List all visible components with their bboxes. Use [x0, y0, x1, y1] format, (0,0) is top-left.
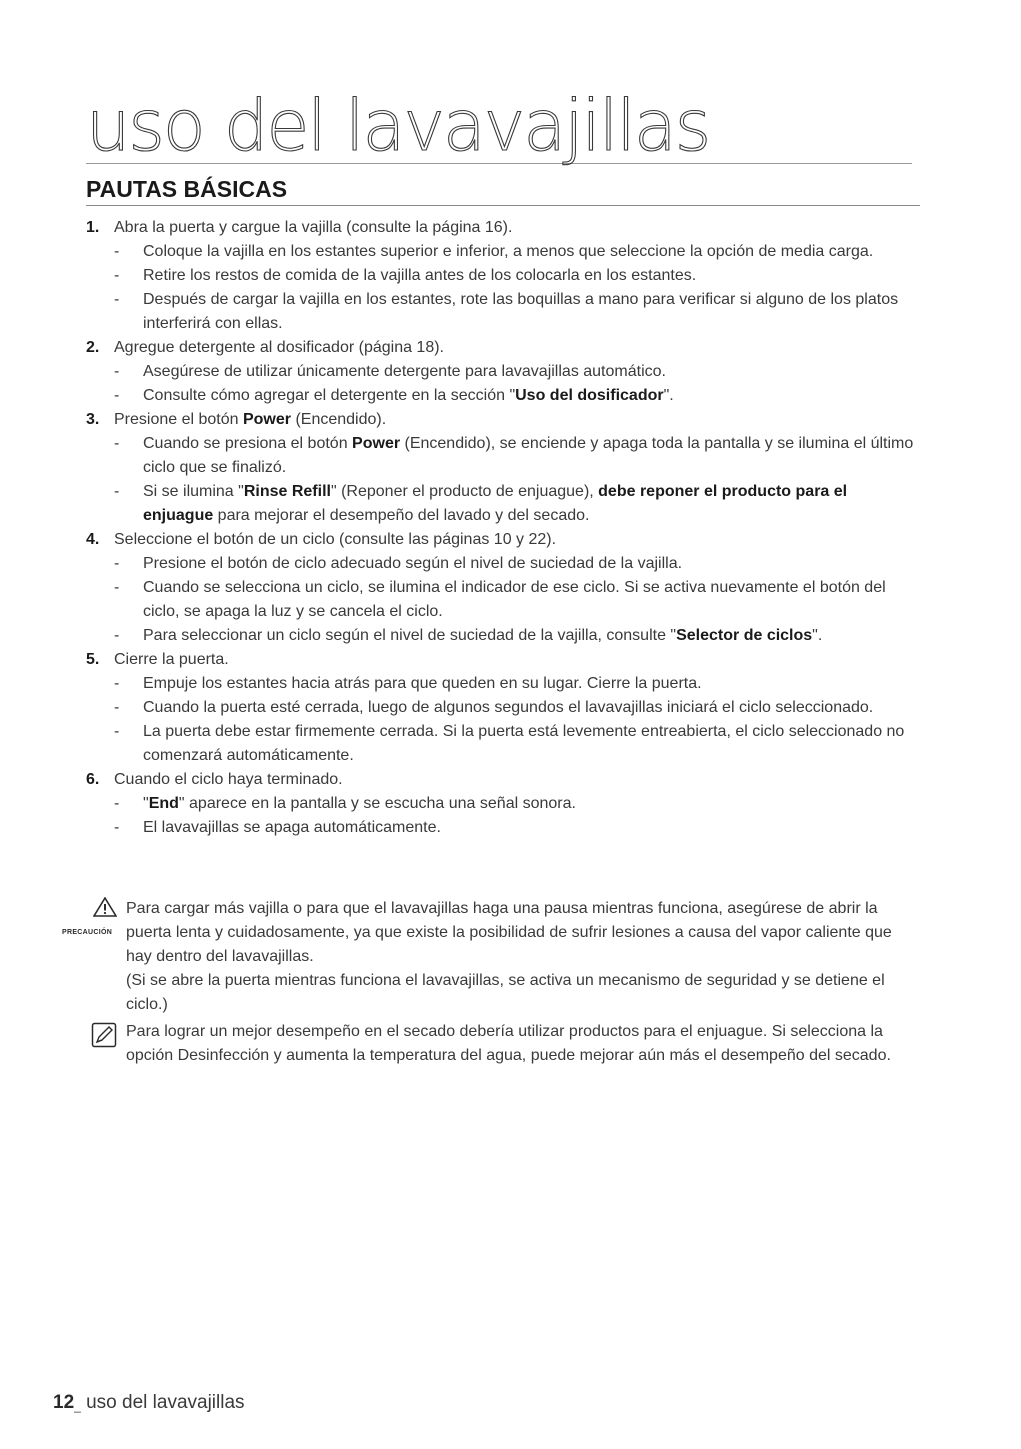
step-number: 6.	[86, 771, 100, 788]
step-3: 3. Presione el botón Power (Encendido). - Cuando se presiona el botón Power (Encendido), se enciende y apaga toda la pantalla y se ilumina el último ciclo que se finalizó. - Si se ilumina "Rinse Refill" (Reponer el producto de enjuague), debe reponer el producto para el enjuague para mejorar el desempeño del lavado y del secado.	[86, 408, 916, 528]
step-1	[86, 216, 916, 336]
sub-item: - Consulte cómo agregar el detergente en la sección "Uso del dosificador".	[114, 387, 674, 404]
step-2	[86, 336, 916, 408]
sub-item: - La puerta debe estar firmemente cerrada. Si la puerta está levemente entreabierta, el ciclo seleccionado no comenzará automáticamente.	[114, 723, 905, 764]
note-icon	[91, 1022, 117, 1056]
sub-item: - Cuando se selecciona un ciclo, se ilumina el indicador de ese ciclo. Si se activa nuevamente el botón del ciclo, se apaga la luz y se cancela el ciclo.	[114, 579, 886, 620]
sub-item: - Después de cargar la vajilla en los estantes, rote las boquillas a mano para verificar si alguno de los platos interferirá con ellas.	[114, 291, 899, 332]
warning-icon	[62, 897, 122, 936]
step-text: Seleccione el botón de un ciclo (consulte las páginas 10 y 22).	[114, 531, 557, 548]
sub-item: - Para seleccionar un ciclo según el nivel de suciedad de la vajilla, consulte "Selector de ciclos".	[114, 627, 823, 644]
step-number: 4.	[86, 531, 100, 548]
sub-item: - Presione el botón de ciclo adecuado según el nivel de suciedad de la vajilla.	[114, 555, 683, 572]
step-number: 5.	[86, 651, 100, 668]
sub-item: - Si se ilumina "Rinse Refill" (Reponer el producto de enjuague), debe reponer el producto para el enjuague para mejorar el desempeño del lavado y del secado.	[114, 483, 848, 524]
sub-item: - Retire los restos de comida de la vajilla antes de los colocarla en los estantes.	[114, 267, 697, 284]
sub-item: - Cuando la puerta esté cerrada, luego de algunos segundos el lavavajillas iniciará el ciclo seleccionado.	[114, 699, 874, 716]
step-text: Cuando el ciclo haya terminado.	[114, 771, 343, 788]
step-4	[86, 528, 916, 648]
section-title	[86, 168, 920, 206]
sub-item: - "End" aparece en la pantalla y se escucha una señal sonora.	[114, 795, 576, 812]
step-6	[86, 768, 916, 840]
sub-item: - Empuje los estantes hacia atrás para que queden en su lugar. Cierre la puerta.	[114, 675, 702, 692]
tip-note	[86, 1020, 922, 1068]
chapter-title-text: uso del lavavajillas	[86, 85, 710, 167]
instruction-list	[86, 216, 916, 840]
step-text: Cierre la puerta.	[114, 651, 229, 668]
section-title-text: PAUTAS BÁSICAS	[86, 176, 288, 202]
caution-text: Para cargar más vajilla o para que el lavavajillas haga una pausa mientras funciona, asegúrese de abrir la puerta lenta y cuidadosamente, ya que existe la posibilidad de sufrir lesiones a causa del vapor caliente que hay dentro del lavavajillas.	[126, 900, 892, 965]
footer-title: uso del lavavajillas	[86, 1392, 245, 1413]
sub-item: - Asegúrese de utilizar únicamente detergente para lavavajillas automático.	[114, 363, 666, 380]
sub-item: - Coloque la vajilla en los estantes superior e inferior, a menos que seleccione la opción de media carga.	[114, 243, 874, 260]
caution-note	[62, 897, 922, 1017]
footer-separator: _	[74, 1399, 81, 1413]
step-number: 3.	[86, 411, 100, 428]
chapter-title	[86, 52, 912, 167]
caution-label: PRECAUCIÓN	[62, 929, 113, 936]
step-text: Agregue detergente al dosificador (página 18).	[114, 339, 444, 356]
page-footer	[53, 1392, 245, 1414]
step-number: 2.	[86, 339, 100, 356]
page-number: 12	[53, 1392, 75, 1413]
step-5	[86, 648, 916, 768]
sub-item: - Cuando se presiona el botón Power (Encendido), se enciende y apaga toda la pantalla y se ilumina el último ciclo que se finalizó.	[114, 435, 914, 476]
step-number: 1.	[86, 219, 100, 236]
step-text: Abra la puerta y cargue la vajilla (consulte la página 16).	[114, 219, 513, 236]
tip-text: Para lograr un mejor desempeño en el secado debería utilizar productos para el enjuague. Si selecciona la opción Desinfección y aumenta la temperatura del agua, puede mejorar aún más el desempeño del secado.	[126, 1023, 891, 1064]
caution-text-2: (Si se abre la puerta mientras funciona el lavavajillas, se activa un mecanismo de seguridad y se detiene el ciclo.)	[126, 972, 885, 1013]
sub-item: - El lavavajillas se apaga automáticamente.	[114, 819, 441, 836]
